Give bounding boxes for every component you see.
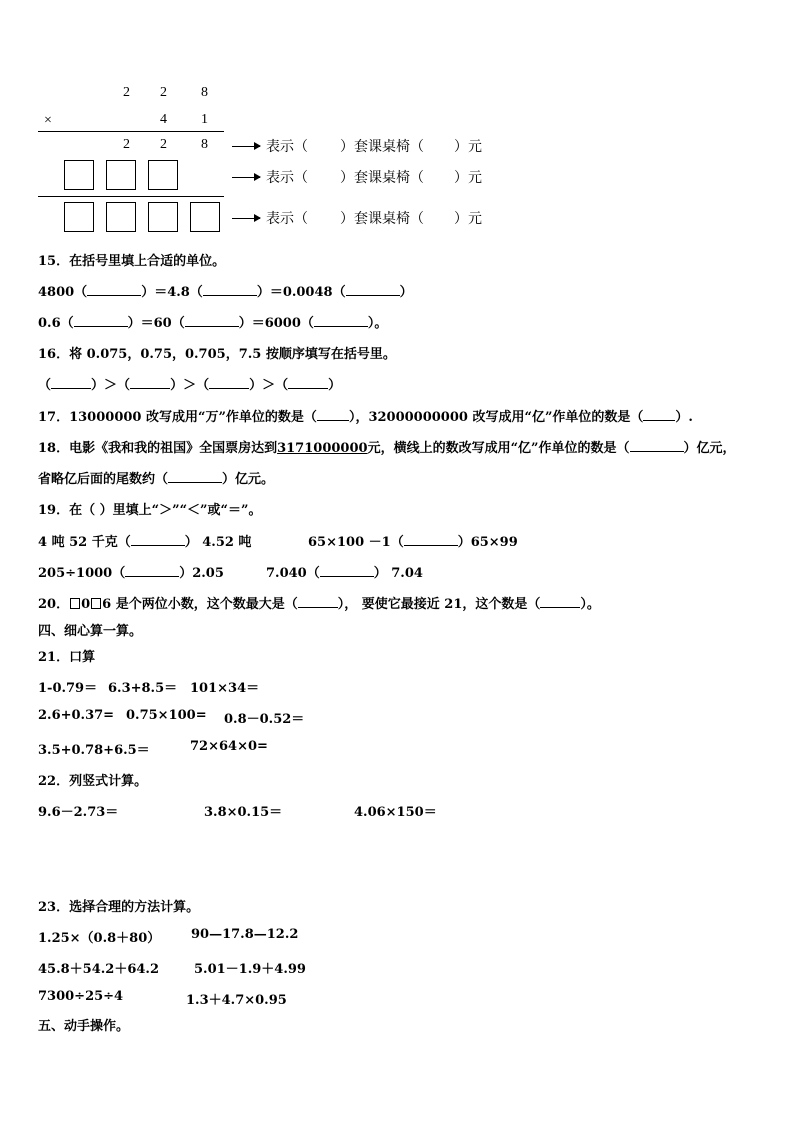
expression: 1.3＋4.7×0.95 — [186, 993, 287, 1008]
expression: 2.6+0.37= — [38, 708, 115, 723]
text: 6 是个两位小数，这个数最大是（ — [102, 597, 298, 612]
arrow-annotation — [232, 208, 482, 228]
arrow-right-icon — [232, 146, 260, 147]
blank[interactable] — [630, 439, 684, 452]
compare-item — [38, 531, 251, 550]
expression: 45.8＋54.2＋64.2 — [38, 962, 159, 977]
question-title: 23．选择合理的方法计算。 — [38, 900, 200, 915]
expression: 101×34＝ — [190, 681, 260, 696]
compare-item — [308, 531, 518, 550]
digit: 8 — [201, 85, 208, 100]
text: ）＝6000（ — [238, 316, 314, 331]
text: 65×100 －1（ — [308, 535, 404, 550]
expression: 3.8×0.15＝ — [204, 805, 283, 820]
blank[interactable] — [288, 376, 328, 389]
text: ）＝60（ — [127, 316, 185, 331]
question-line — [38, 281, 413, 300]
annotation-text: 表示（ — [266, 139, 308, 155]
answer-box[interactable] — [190, 202, 220, 232]
text: ＞ — [104, 378, 118, 393]
expression: 0.8－0.52＝ — [224, 712, 305, 727]
text: ）。 — [580, 597, 600, 612]
text: （ — [117, 378, 131, 393]
blank[interactable] — [298, 595, 338, 608]
expression: 4.06×150＝ — [354, 805, 437, 820]
text: ）＝0.0048（ — [256, 285, 346, 300]
empty-square-icon[interactable] — [91, 598, 101, 609]
times-sign: × — [44, 113, 52, 128]
text: ＞ — [183, 378, 197, 393]
text: 0.6（ — [38, 316, 74, 331]
blank[interactable] — [130, 376, 170, 389]
rule-line — [38, 196, 224, 197]
expression: 72×64×0= — [190, 739, 268, 754]
annotation-text: 表示（ — [266, 211, 308, 227]
answer-box[interactable] — [64, 160, 94, 190]
text: （ — [38, 378, 52, 393]
question-title: 16．将 0.075，0.75，0.705，7.5 按顺序填写在括号里。 — [38, 347, 396, 362]
answer-box[interactable] — [106, 202, 136, 232]
expression: 6.3+8.5＝ — [108, 681, 178, 696]
blank[interactable] — [540, 595, 580, 608]
text: 4 吨 52 千克（ — [38, 535, 131, 550]
question-line — [38, 312, 387, 331]
rule-line — [38, 131, 224, 132]
digit: 1 — [201, 112, 208, 127]
digit: 2 — [160, 85, 167, 100]
question-title: 22．列竖式计算。 — [38, 774, 148, 789]
text: ）65×99 — [457, 535, 518, 550]
question-title: 19．在（ ）里填上“＞”“＜”或“＝”。 — [38, 503, 262, 518]
arrow-right-icon — [232, 218, 260, 219]
annotation-text: ）套课桌椅（ — [340, 211, 424, 227]
question-line — [38, 374, 341, 393]
question-line — [38, 406, 693, 425]
text: ） 4.52 吨 — [184, 535, 252, 550]
text: ）. — [675, 410, 693, 425]
digit: 2 — [123, 137, 130, 152]
answer-box[interactable] — [148, 202, 178, 232]
digit: 2 — [160, 137, 167, 152]
blank[interactable] — [51, 376, 91, 389]
blank[interactable] — [346, 283, 400, 296]
annotation-text: ）元 — [454, 170, 482, 186]
text: ）＝4.8（ — [141, 285, 203, 300]
blank[interactable] — [317, 408, 349, 421]
expression: 3.5+0.78+6.5＝ — [38, 743, 150, 758]
text: 省略亿后面的尾数约（ — [38, 472, 169, 487]
answer-box[interactable] — [148, 160, 178, 190]
blank[interactable] — [87, 283, 141, 296]
text: ）。 — [367, 316, 388, 331]
digit: 8 — [201, 137, 208, 152]
text: ） — [170, 378, 184, 393]
text: ），32000000000 改写成用“亿”作单位的数是（ — [348, 410, 644, 425]
question-line — [38, 437, 736, 456]
text: ）， 要使它最接近 21，这个数是（ — [337, 597, 541, 612]
blank[interactable] — [314, 314, 368, 327]
annotation-text: ）套课桌椅（ — [340, 170, 424, 186]
text: ） — [91, 378, 105, 393]
blank[interactable] — [125, 564, 179, 577]
text: ）亿元。 — [222, 472, 275, 487]
arrow-annotation — [232, 136, 482, 156]
digit: 2 — [123, 85, 130, 100]
text: （ — [275, 378, 289, 393]
text: ） 7.04 — [373, 566, 423, 581]
expression: 1-0.79＝ — [38, 681, 98, 696]
text: 17．13000000 改写成用“万”作单位的数是（ — [38, 410, 317, 425]
expression: 0.75×100= — [126, 708, 207, 723]
blank[interactable] — [643, 408, 675, 421]
text: （ — [196, 378, 210, 393]
text: 205÷1000（ — [38, 566, 126, 581]
annotation-text: ）元 — [454, 139, 482, 155]
text: ＞ — [262, 378, 276, 393]
annotation-text: ）套课桌椅（ — [340, 139, 424, 155]
blank[interactable] — [168, 470, 222, 483]
expression: 9.6－2.73＝ — [38, 805, 119, 820]
question-line — [38, 468, 274, 487]
question-line — [38, 593, 600, 612]
question-title: 15．在括号里填上合适的单位。 — [38, 254, 226, 269]
text: ） — [328, 378, 342, 393]
expression: 90—17.8—12.2 — [191, 927, 299, 942]
answer-box[interactable] — [64, 202, 94, 232]
empty-square-icon[interactable] — [70, 598, 80, 609]
blank[interactable] — [185, 314, 239, 327]
question-title: 21．口算 — [38, 650, 96, 665]
compare-item — [266, 562, 423, 581]
text: ） — [399, 285, 413, 300]
expression: 7300÷25÷4 — [38, 989, 124, 1004]
text: 7.040（ — [266, 566, 320, 581]
text: ）2.05 — [179, 566, 224, 581]
expression: 1.25×（0.8＋80） — [38, 931, 161, 946]
text: ） — [249, 378, 263, 393]
answer-box[interactable] — [106, 160, 136, 190]
blank[interactable] — [203, 283, 257, 296]
compare-item — [38, 562, 224, 581]
text: 0 — [81, 597, 91, 612]
section-heading: 四、细心算一算。 — [38, 624, 143, 639]
arrow-annotation — [232, 167, 482, 187]
annotation-text: ）元 — [454, 211, 482, 227]
blank[interactable] — [74, 314, 128, 327]
arrow-right-icon — [232, 177, 260, 178]
underlined-number: 3171000000 — [277, 441, 368, 456]
text: 18．电影《我和我的祖国》全国票房达到 — [38, 441, 278, 456]
expression: 5.01－1.9＋4.99 — [194, 962, 306, 977]
blank[interactable] — [131, 533, 185, 546]
text: ）亿元， — [683, 441, 736, 456]
text: 4800（ — [38, 285, 88, 300]
annotation-text: 表示（ — [266, 170, 308, 186]
section-heading: 五、动手操作。 — [38, 1019, 130, 1034]
blank[interactable] — [209, 376, 249, 389]
text: 20． — [38, 597, 70, 612]
digit: 4 — [160, 112, 167, 127]
blank[interactable] — [404, 533, 458, 546]
text: 元，横线上的数改写成用“亿”作单位的数是（ — [367, 441, 630, 456]
blank[interactable] — [320, 564, 374, 577]
